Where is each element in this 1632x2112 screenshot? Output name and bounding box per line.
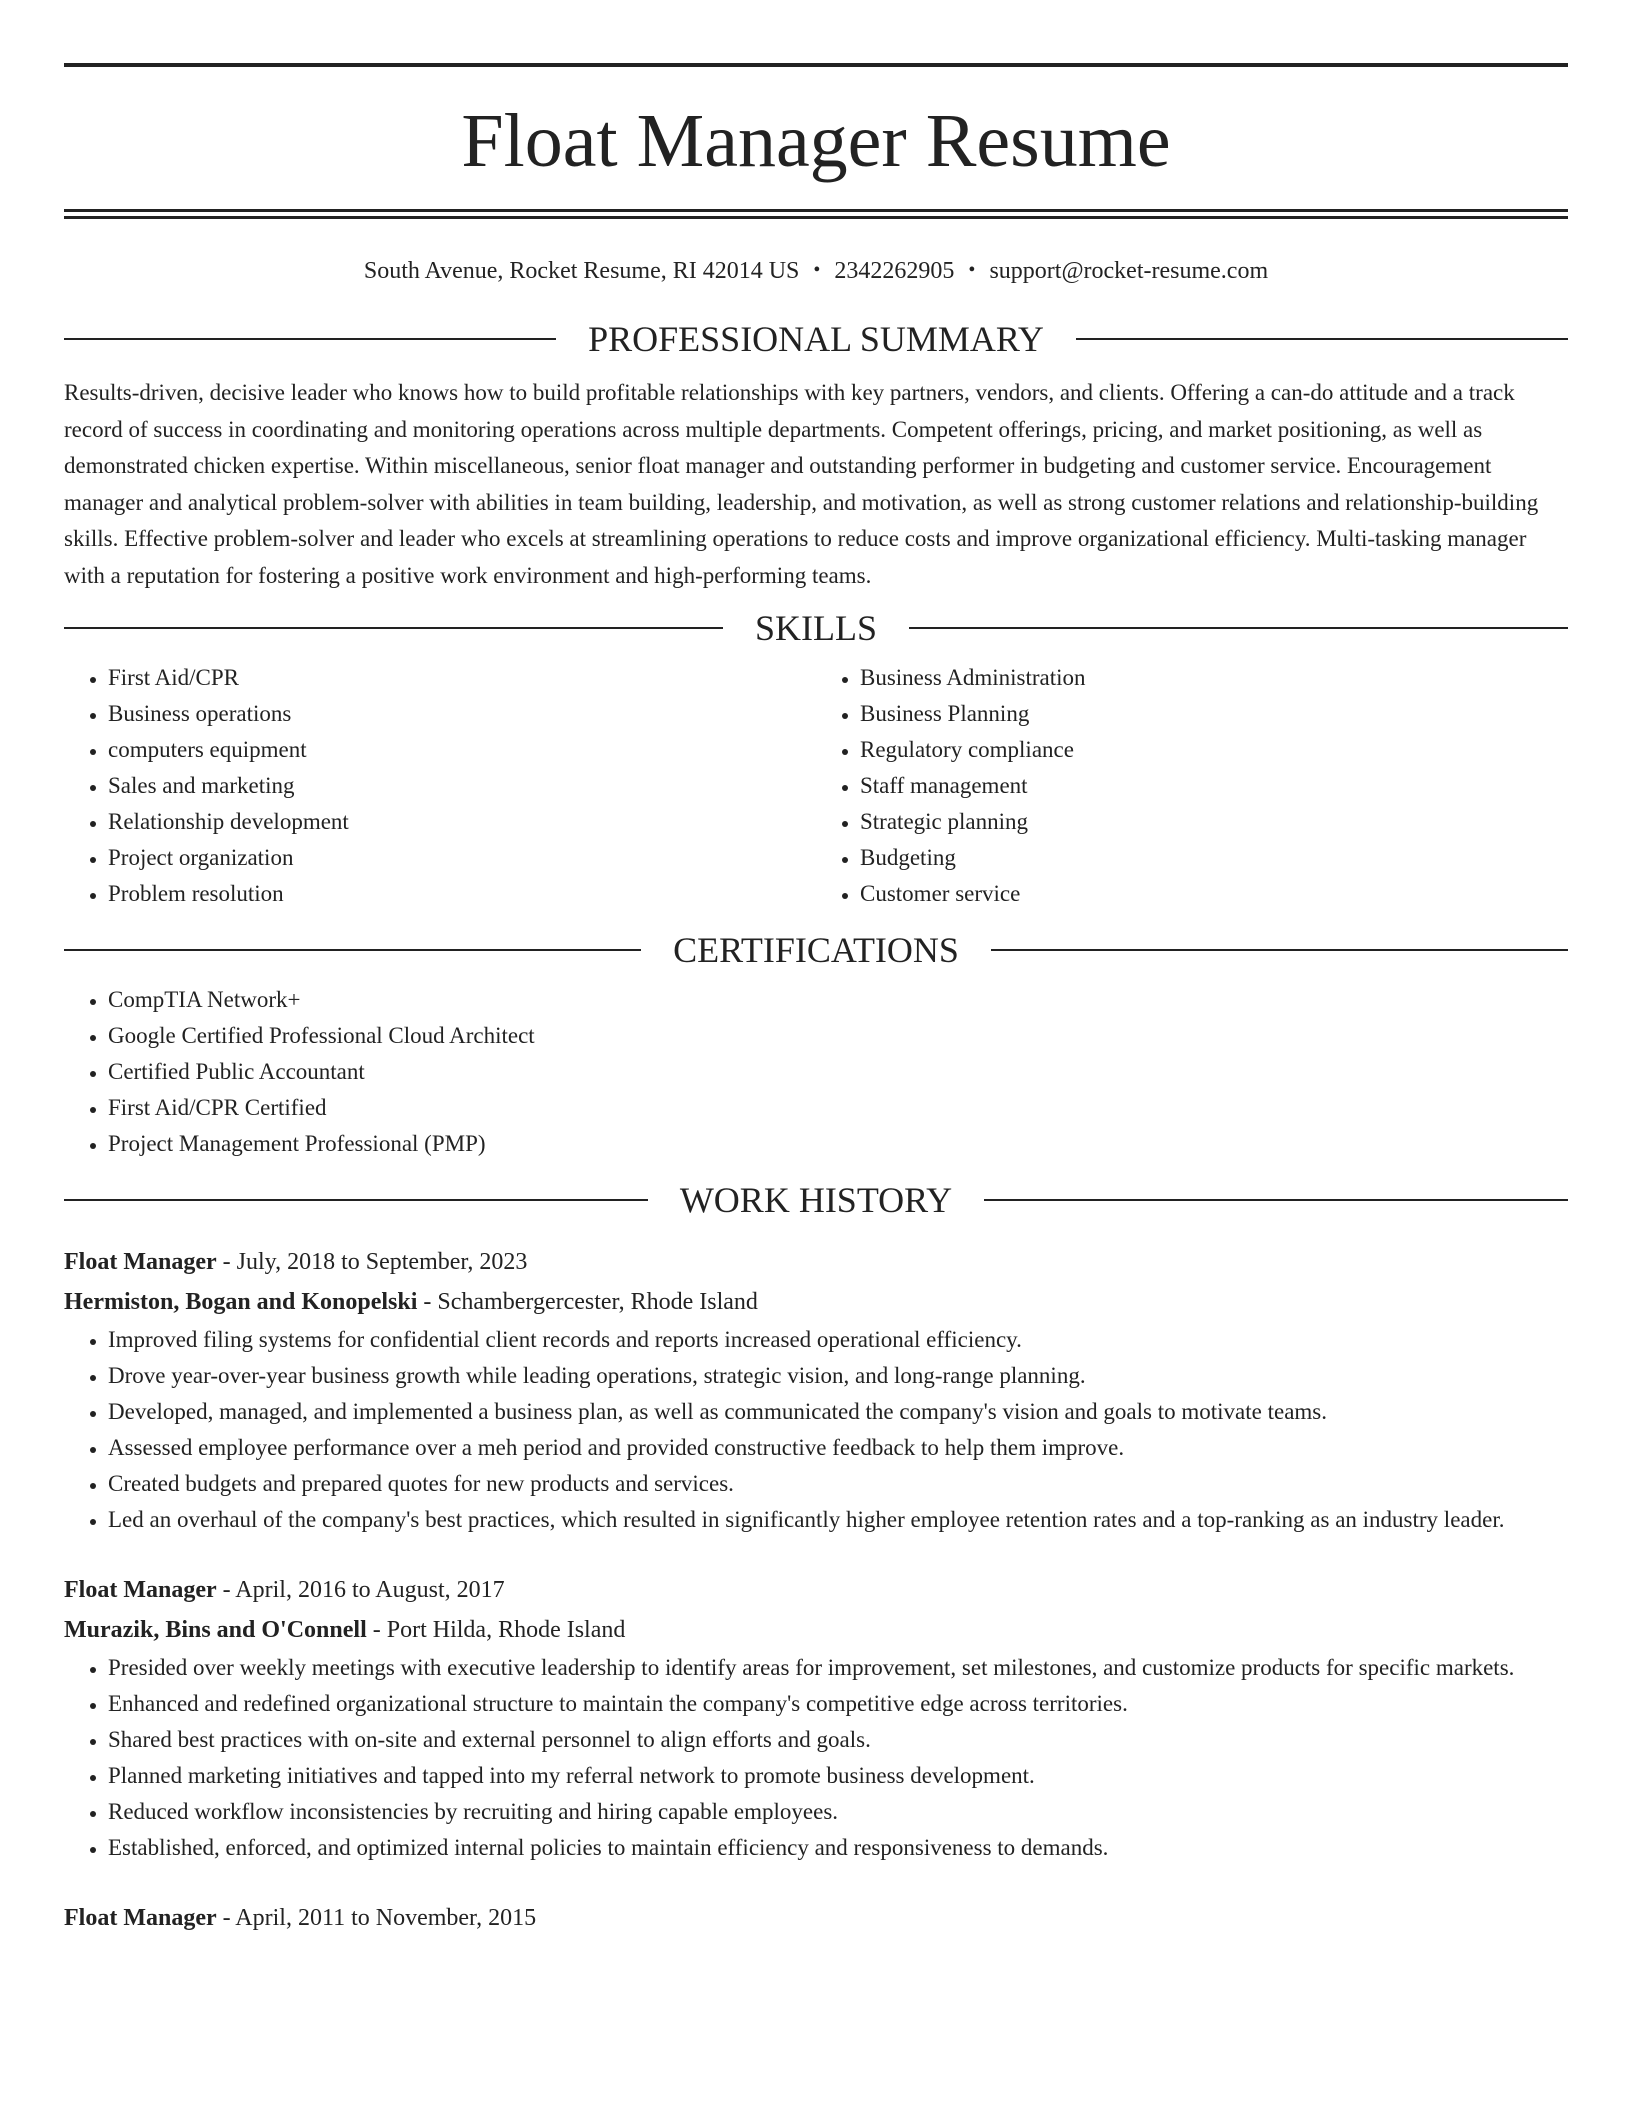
work-history-heading-label: WORK HISTORY [679, 1180, 953, 1220]
job-title: Float Manager [64, 1577, 217, 1603]
job-title: Float Manager [64, 1249, 217, 1275]
skill-item: • Business Planning [860, 696, 1568, 732]
skill-item: • computers equipment [108, 732, 816, 768]
job-bullet: • Assessed employee performance over a meh period and provided constructive feedback to help them improve. [108, 1430, 1568, 1466]
skill-item: • Problem resolution [108, 876, 816, 912]
job-dates: April, 2016 to August, 2017 [235, 1577, 505, 1603]
heading-rule-left [64, 627, 723, 629]
job-location: Schambergercester, Rhode Island [437, 1289, 758, 1315]
contact-address: South Avenue, Rocket Resume, RI 42014 US [363, 258, 800, 284]
job-entry [64, 1570, 1568, 1866]
job-entry [64, 1898, 1568, 1938]
job-company-line: Hermiston, Bogan and Konopelski - Schambergercester, Rhode Island [64, 1289, 758, 1315]
job-title-line: Float Manager - April, 2011 to November, 2015 [64, 1905, 537, 1931]
certification-item: • Certified Public Accountant [108, 1054, 1568, 1090]
job-bullet: • Shared best practices with on-site and external personnel to align efforts and goals. [108, 1722, 1568, 1758]
skill-item: • Business operations [108, 696, 816, 732]
job-bullet: • Developed, managed, and implemented a business plan, as well as communicated the company's vision and goals to motivate teams. [108, 1394, 1568, 1430]
job-bullet: • Reduced workflow inconsistencies by recruiting and hiring capable employees. [108, 1794, 1568, 1830]
skill-item: • Business Administration [860, 660, 1568, 696]
heading-rule-right [984, 1199, 1568, 1201]
header-double-rule [64, 209, 1568, 219]
skill-item: • Project organization [108, 840, 816, 876]
job-bullet: • Led an overhaul of the company's best practices, which resulted in significantly higher employee retention rates and a top-ranking as an industry leader. [108, 1502, 1568, 1538]
skill-item: • First Aid/CPR [108, 660, 816, 696]
heading-rule-right [909, 627, 1568, 629]
summary-text: Results-driven, decisive leader who knows how to build profitable relationships with key partners, vendors, and clients. Offering a can-do attitude and a track record of success in coordinating and monitoring operations across multiple departments. Competent offerings, pricing, and market positioning, as well as demonstrated chicken expertise. Within miscellaneous, senior float manager and outstanding performer in budgeting and customer service. Encouragement manager and analytical problem-solver with abilities in team building, leadership, and motivation, as well as strong customer relations and relationship-building skills. Effective problem-solver and leader who excels at streamlining operations to reduce costs and improve organizational efficiency. Multi-tasking manager with a reputation for fostering a positive work environment and high-performing teams. [64, 380, 1539, 588]
summary-heading-label: PROFESSIONAL SUMMARY [588, 319, 1044, 359]
job-title-line: Float Manager - July, 2018 to September, 2023 [64, 1249, 528, 1275]
header-top-rule [64, 63, 1568, 67]
contact-line [64, 259, 1568, 283]
job-bullets [64, 1650, 1568, 1866]
resume-title: Float Manager Resume [461, 99, 1171, 183]
job-bullet: • Improved filing systems for confidential client records and reports increased operational efficiency. [108, 1322, 1568, 1358]
certification-item: • Google Certified Professional Cloud Architect [108, 1018, 1568, 1054]
contact-email: support@rocket-resume.com [989, 258, 1269, 284]
work-history-heading [64, 1180, 1568, 1220]
job-title-line: Float Manager - April, 2016 to August, 2017 [64, 1577, 505, 1603]
heading-rule-right [991, 949, 1568, 951]
skill-item: • Customer service [860, 876, 1568, 912]
job-bullet: • Established, enforced, and optimized internal policies to maintain efficiency and responsiveness to demands. [108, 1830, 1568, 1866]
summary-heading [64, 319, 1568, 359]
heading-rule-left [64, 949, 641, 951]
job-bullet: • Planned marketing initiatives and tapped into my referral network to promote business development. [108, 1758, 1568, 1794]
skills-list-right [816, 660, 1568, 912]
certification-item: • Project Management Professional (PMP) [108, 1126, 1568, 1162]
job-entry [64, 1242, 1568, 1538]
skill-item: • Sales and marketing [108, 768, 816, 804]
certifications-list [64, 982, 1568, 1162]
heading-rule-right [1076, 338, 1568, 340]
job-dates: July, 2018 to September, 2023 [236, 1249, 528, 1275]
contact-separator: • [813, 259, 821, 281]
skill-item: • Strategic planning [860, 804, 1568, 840]
job-bullets [64, 1322, 1568, 1538]
contact-phone: 2342262905 [834, 258, 955, 284]
job-bullet: • Drove year-over-year business growth while leading operations, strategic vision, and long-range planning. [108, 1358, 1568, 1394]
skill-item: • Relationship development [108, 804, 816, 840]
certification-item: • CompTIA Network+ [108, 982, 1568, 1018]
skills-heading [64, 608, 1568, 648]
heading-rule-left [64, 338, 556, 340]
resume-page [64, 0, 1568, 1938]
certifications-heading [64, 930, 1568, 970]
contact-separator: • [968, 259, 976, 281]
job-bullet: • Enhanced and redefined organizational structure to maintain the company's competitive edge across territories. [108, 1686, 1568, 1722]
skills-grid [64, 660, 1568, 912]
heading-rule-left [64, 1199, 648, 1201]
certification-item: • First Aid/CPR Certified [108, 1090, 1568, 1126]
job-company: Murazik, Bins and O'Connell [64, 1617, 367, 1643]
job-company: Hermiston, Bogan and Konopelski [64, 1289, 418, 1315]
certifications-heading-label: CERTIFICATIONS [673, 930, 959, 970]
job-company-line: Murazik, Bins and O'Connell - Port Hilda, Rhode Island [64, 1617, 626, 1643]
job-bullet: • Created budgets and prepared quotes for new products and services. [108, 1466, 1568, 1502]
skills-heading-label: SKILLS [755, 608, 878, 648]
skills-list-left [64, 660, 816, 912]
job-title: Float Manager [64, 1905, 217, 1931]
skill-item: • Staff management [860, 768, 1568, 804]
skill-item: • Budgeting [860, 840, 1568, 876]
job-dates: April, 2011 to November, 2015 [235, 1905, 537, 1931]
job-location: Port Hilda, Rhode Island [386, 1617, 626, 1643]
job-bullet: • Presided over weekly meetings with executive leadership to identify areas for improvement, set milestones, and customize products for specific markets. [108, 1650, 1568, 1686]
skill-item: • Regulatory compliance [860, 732, 1568, 768]
